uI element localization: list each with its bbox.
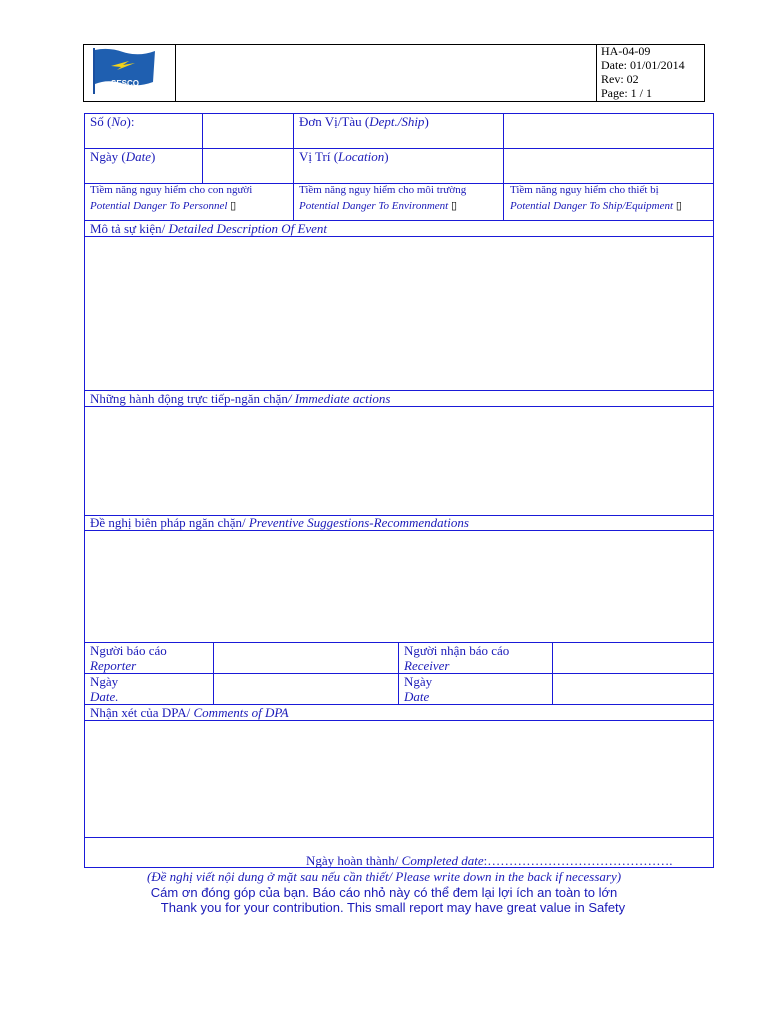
dpa-heading: Nhận xét của DPA/ Comments of DPA bbox=[90, 705, 289, 720]
flag-icon bbox=[89, 46, 159, 96]
hline bbox=[84, 837, 714, 838]
receiver-field[interactable] bbox=[553, 643, 713, 673]
danger-ship[interactable]: Tiềm năng nguy hiểm cho thiết bị Potential Danger To Ship/Equipment ▯ bbox=[510, 184, 682, 212]
preventive-field[interactable] bbox=[85, 531, 713, 642]
completed-date[interactable]: Ngày hoàn thành/ Completed date:……………………………………. bbox=[306, 853, 673, 868]
no-field[interactable] bbox=[203, 114, 293, 148]
reporter-label: Người báo cáo Reporter bbox=[90, 643, 167, 673]
doc-rev: Rev: 02 bbox=[601, 72, 639, 86]
dpa-comments-field[interactable] bbox=[85, 721, 713, 837]
vline bbox=[398, 642, 399, 704]
sesco-logo bbox=[89, 46, 159, 96]
preventive-heading: Đề nghị biên pháp ngăn chặn/ Preventive Suggestions-Recommendations bbox=[90, 515, 469, 530]
description-field[interactable] bbox=[85, 237, 713, 390]
logo-text: SESCO bbox=[111, 79, 140, 88]
danger-environment[interactable]: Tiềm năng nguy hiểm cho môi trường Potential Danger To Environment ▯ bbox=[299, 184, 467, 212]
receiver-label: Người nhận báo cáo Receiver bbox=[404, 643, 510, 673]
date-label: Ngày (Date) bbox=[90, 149, 156, 164]
location-field[interactable] bbox=[504, 149, 713, 183]
description-heading: Mô tả sự kiện/ Detailed Description Of Event bbox=[90, 221, 328, 236]
danger-personnel[interactable]: Tiềm năng nguy hiểm cho con người Potential Danger To Personnel ▯ bbox=[90, 184, 253, 212]
receiver-date-label: Ngày Date bbox=[404, 674, 433, 704]
footer-thanks-vi: Cám ơn đóng góp của bạn. Báo cáo nhỏ này có thể đem lại lợi ích an toàn to lớn bbox=[150, 885, 618, 900]
header-title-box bbox=[175, 44, 597, 102]
location-label: Vị Trí (Location) bbox=[299, 149, 389, 164]
date-field[interactable] bbox=[203, 149, 293, 183]
actions-heading: Những hành động trực tiếp-ngăn chặn/ Immediate actions bbox=[90, 391, 391, 406]
footer-note: (Đề nghị viết nội dung ở mặt sau nếu cần thiết/ Please write down in the back if necessary) bbox=[146, 869, 622, 884]
actions-field[interactable] bbox=[85, 407, 713, 515]
vline bbox=[293, 113, 294, 220]
no-label: Số (No): bbox=[90, 114, 135, 129]
reporter-field[interactable] bbox=[214, 643, 398, 673]
reporter-date-label: Ngày Date. bbox=[90, 674, 119, 704]
footer-thanks-en: Thank you for your contribution. This small report may have great value in Safety bbox=[160, 900, 626, 915]
checkbox-icon[interactable]: ▯ bbox=[450, 200, 458, 212]
receiver-date-field[interactable] bbox=[553, 674, 713, 704]
form-border-right bbox=[713, 113, 714, 868]
reporter-date-field[interactable] bbox=[214, 674, 398, 704]
checkbox-icon[interactable]: ▯ bbox=[230, 200, 237, 212]
doc-code: HA-04-09 bbox=[601, 44, 651, 58]
checkbox-icon[interactable]: ▯ bbox=[675, 200, 682, 212]
doc-page: Page: 1 / 1 bbox=[601, 86, 652, 100]
doc-date: Date: 01/01/2014 bbox=[601, 58, 685, 72]
dept-ship-label: Đơn Vị/Tàu (Dept./Ship) bbox=[299, 114, 429, 129]
dept-ship-field[interactable] bbox=[504, 114, 713, 148]
